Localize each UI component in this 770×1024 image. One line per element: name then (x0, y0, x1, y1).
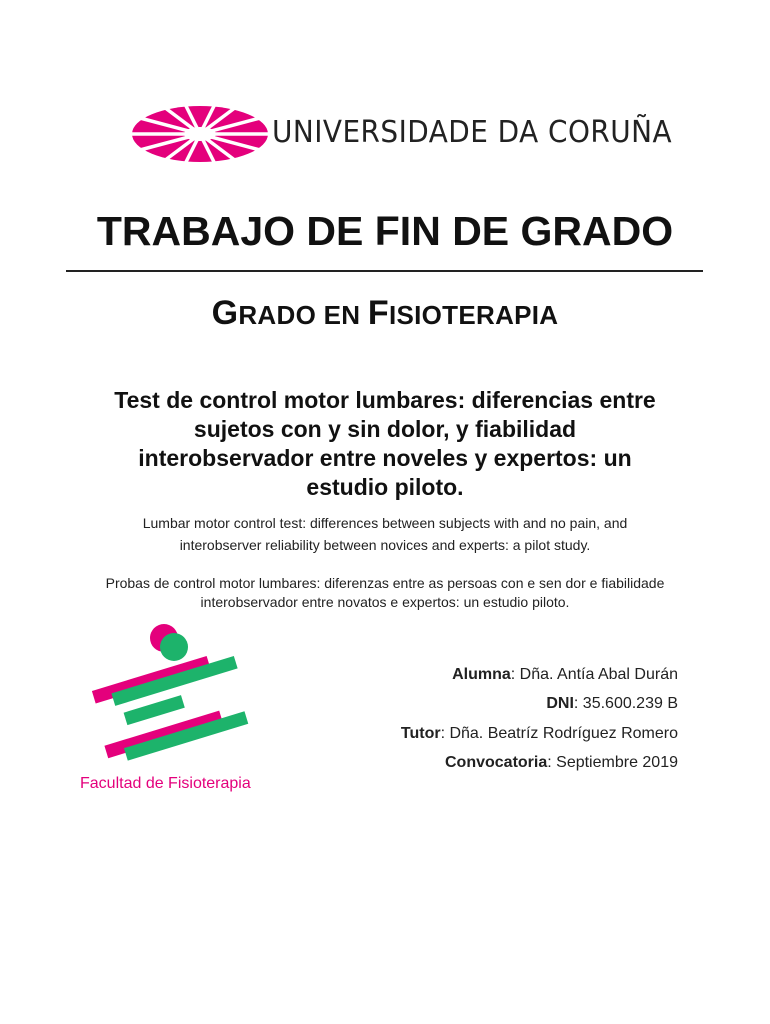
tutor-label: Tutor (400, 725, 441, 742)
dni-value: : 35.600.239 B (573, 695, 678, 712)
student-value: : Dña. Antía Abal Durán (510, 666, 678, 683)
university-name: UNIVERSIDADE DA CORUÑA (272, 115, 673, 150)
thesis-title-line: estudio piloto. (306, 474, 464, 500)
faculty-logo (92, 620, 252, 770)
galician-title-line: interobservador entre novatos e expertos: un estudio piloto. (200, 594, 570, 610)
university-logo (130, 104, 270, 164)
faculty-name: Facultad de Fisioterapia (80, 775, 251, 792)
thesis-title-line: sujetos con y sin dolor, y fiabilidad (193, 416, 577, 442)
english-title (60, 512, 710, 556)
galician-title-line: Probas de control motor lumbares: diferenzas entre as persoas con e sen dor e fiabilidade (105, 575, 665, 591)
degree-text-1: RADO EN (238, 300, 368, 330)
title-divider (66, 270, 703, 272)
tutor-row (401, 725, 678, 743)
student-row (452, 666, 678, 684)
thesis-title-line: Test de control motor lumbares: diferencias entre (114, 387, 656, 413)
tutor-value: : Dña. Beatríz Rodríguez Romero (440, 725, 678, 742)
student-label: Alumna (452, 666, 511, 683)
degree-text-2: ISIOTERAPIA (388, 300, 559, 330)
dni-label: DNI (546, 695, 574, 712)
thesis-title (60, 386, 710, 502)
session-label: Convocatoria (445, 754, 548, 771)
degree-initial-2: F (367, 294, 389, 332)
degree-initial-1: G (211, 294, 239, 332)
thesis-title-line: interobservador entre noveles y expertos: un (138, 445, 632, 471)
english-title-line: interobserver reliability between novices and experts: a pilot study. (179, 537, 591, 553)
english-title-line: Lumbar motor control test: differences between subjects with and no pain, and (142, 515, 628, 531)
galician-title (50, 574, 720, 612)
session-value: : Septiembre 2019 (547, 754, 678, 771)
dni-row (546, 695, 678, 713)
degree-name (0, 294, 770, 333)
session-row (445, 754, 678, 772)
document-title: TRABAJO DE FIN DE GRADO (96, 208, 674, 254)
